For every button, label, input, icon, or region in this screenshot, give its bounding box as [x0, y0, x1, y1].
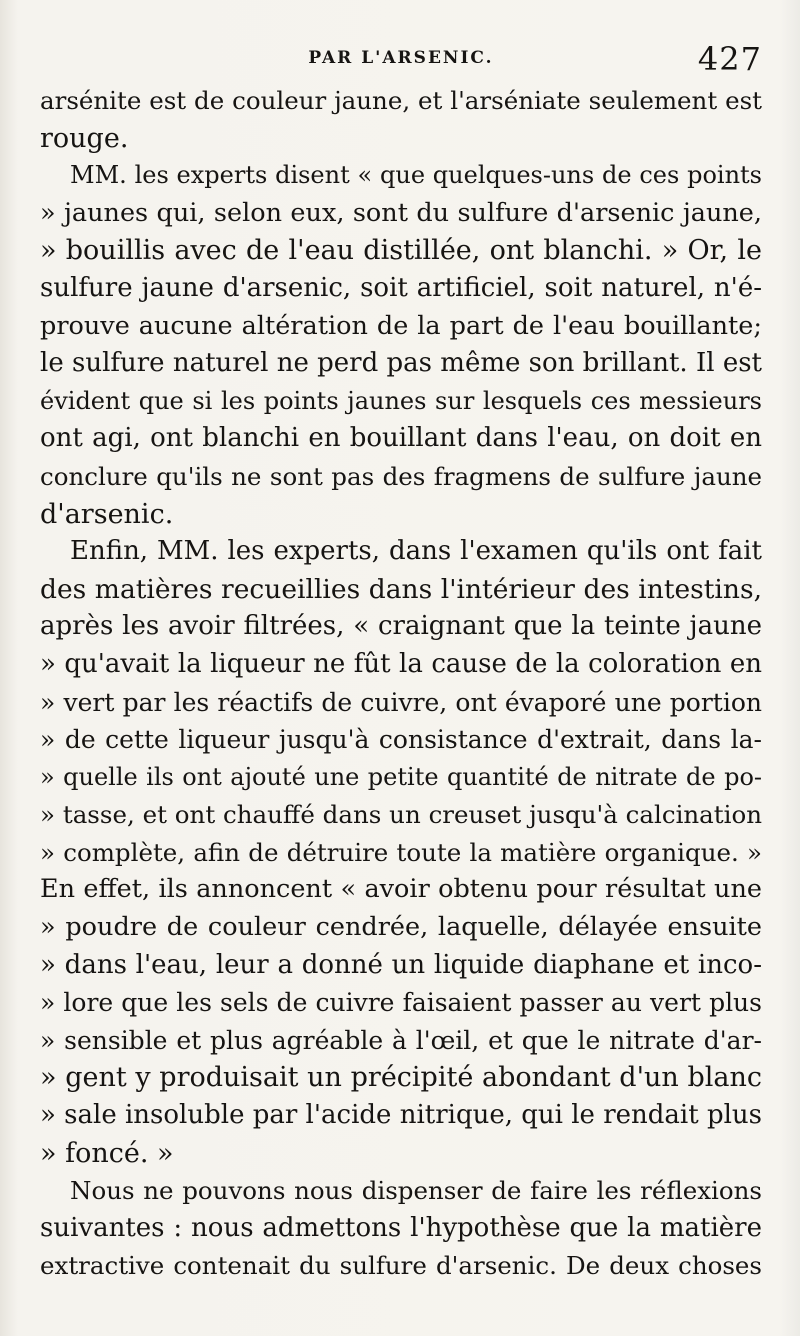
- text-line: » sale insoluble par l'acide nitrique, qui le rendait plus: [40, 1100, 762, 1131]
- text-line: » jaunes qui, selon eux, sont du sulfure d'arsenic jaune,: [40, 197, 762, 228]
- text-line: » dans l'eau, leur a donné un liquide diaphane et inco-: [40, 949, 762, 980]
- page-number: 427: [697, 40, 762, 78]
- text-line: le sulfure naturel ne perd pas même son brillant. Il est: [40, 348, 762, 379]
- text-line: » foncé. »: [40, 1137, 174, 1169]
- page-header: [40, 40, 762, 80]
- text-line: MM. les experts disent « que quelques-uns de ces points: [70, 161, 762, 190]
- text-line: d'arsenic.: [40, 498, 174, 530]
- text-line: suivantes : nous admettons l'hypothèse que la matière: [40, 1212, 762, 1243]
- text-line: » qu'avait la liqueur ne fût la cause de la coloration en: [40, 648, 762, 679]
- text-line: » bouillis avec de l'eau distillée, ont blanchi. » Or, le: [40, 235, 762, 267]
- text-line: » quelle ils ont ajouté une petite quantité de nitrate de po-: [40, 762, 762, 791]
- text-line: » gent y produisait un précipité abondant d'un blanc: [40, 1062, 762, 1094]
- text-line: En effet, ils annoncent « avoir obtenu pour résultat une: [40, 874, 762, 905]
- text-line: arsénite est de couleur jaune, et l'arséniate seulement est: [40, 86, 762, 115]
- text-line: » tasse, et ont chauffé dans un creuset jusqu'à calcination: [40, 800, 762, 830]
- text-line: rouge.: [40, 122, 129, 154]
- body-text: [40, 82, 762, 1285]
- text-line: évident que si les points jaunes sur lesquels ces messieurs: [40, 386, 762, 415]
- text-line: prouve aucune altération de la part de l'eau bouillante;: [40, 310, 762, 341]
- text-line: conclure qu'ils ne sont pas des fragmens de sulfure jaune: [40, 461, 762, 491]
- text-line: sulfure jaune d'arsenic, soit artificiel, soit naturel, n'é-: [40, 272, 762, 303]
- text-line: » lore que les sels de cuivre faisaient passer au vert plus: [40, 988, 762, 1018]
- text-line: » vert par les réactifs de cuivre, ont évaporé une portion: [40, 687, 762, 717]
- text-line: » complète, afin de détruire toute la matière organique. »: [40, 837, 762, 867]
- text-line: » de cette liqueur jusqu'à consistance d'extrait, dans la-: [40, 725, 762, 755]
- text-line: » sensible et plus agréable à l'œil, et que le nitrate d'ar-: [40, 1025, 762, 1055]
- text-line: Nous ne pouvons nous dispenser de faire les réflexions: [70, 1176, 762, 1206]
- text-line: » poudre de couleur cendrée, laquelle, délayée ensuite: [40, 912, 762, 943]
- text-line: après les avoir filtrées, « craignant que la teinte jaune: [40, 611, 762, 642]
- text-line: extractive contenait du sulfure d'arsenic. De deux choses: [40, 1251, 762, 1281]
- text-line: des matières recueillies dans l'intérieur des intestins,: [40, 573, 762, 605]
- text-line: Enfin, MM. les experts, dans l'examen qu'ils ont fait: [70, 536, 762, 567]
- text-line: ont agi, ont blanchi en bouillant dans l'eau, on doit en: [40, 423, 762, 454]
- running-head: PAR L'ARSENIC.: [308, 48, 494, 68]
